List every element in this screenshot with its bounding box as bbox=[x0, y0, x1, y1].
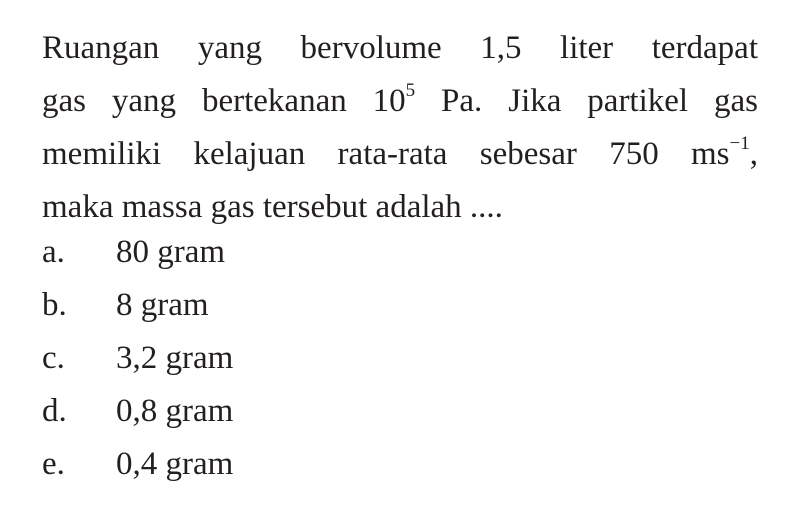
speed-text: memiliki kelajuan rata-rata sebesar 750 ms bbox=[42, 136, 730, 172]
option-text: 8 gram bbox=[116, 287, 209, 323]
option-text: 80 gram bbox=[116, 234, 226, 270]
answer-options bbox=[42, 226, 233, 491]
option-letter: b. bbox=[42, 287, 67, 323]
option-d[interactable] bbox=[42, 385, 233, 438]
option-text: 3,2 gram bbox=[116, 340, 234, 376]
option-b[interactable] bbox=[42, 279, 233, 332]
question-line-3 bbox=[42, 128, 758, 181]
option-letter: a. bbox=[42, 234, 65, 270]
question-line-2-rest: Pa. Jika partikel gas bbox=[415, 83, 758, 119]
question-text bbox=[42, 22, 758, 234]
option-a[interactable] bbox=[42, 226, 233, 279]
question-line-4: maka massa gas tersebut adalah .... bbox=[42, 189, 503, 225]
pressure-text: gas yang bertekanan 10 bbox=[42, 83, 406, 119]
question-line-2 bbox=[42, 75, 758, 128]
option-letter: d. bbox=[42, 393, 67, 429]
question-line-3-rest: , bbox=[749, 136, 758, 172]
option-c[interactable] bbox=[42, 332, 233, 385]
question-line-1: Ruangan yang bervolume 1,5 liter terdapat bbox=[42, 30, 758, 66]
option-e[interactable] bbox=[42, 438, 233, 491]
option-text: 0,8 gram bbox=[116, 393, 234, 429]
option-letter: c. bbox=[42, 340, 65, 376]
option-text: 0,4 gram bbox=[116, 446, 234, 482]
option-letter: e. bbox=[42, 446, 65, 482]
speed-exponent: −1 bbox=[729, 133, 750, 154]
pressure-exponent: 5 bbox=[405, 80, 416, 101]
